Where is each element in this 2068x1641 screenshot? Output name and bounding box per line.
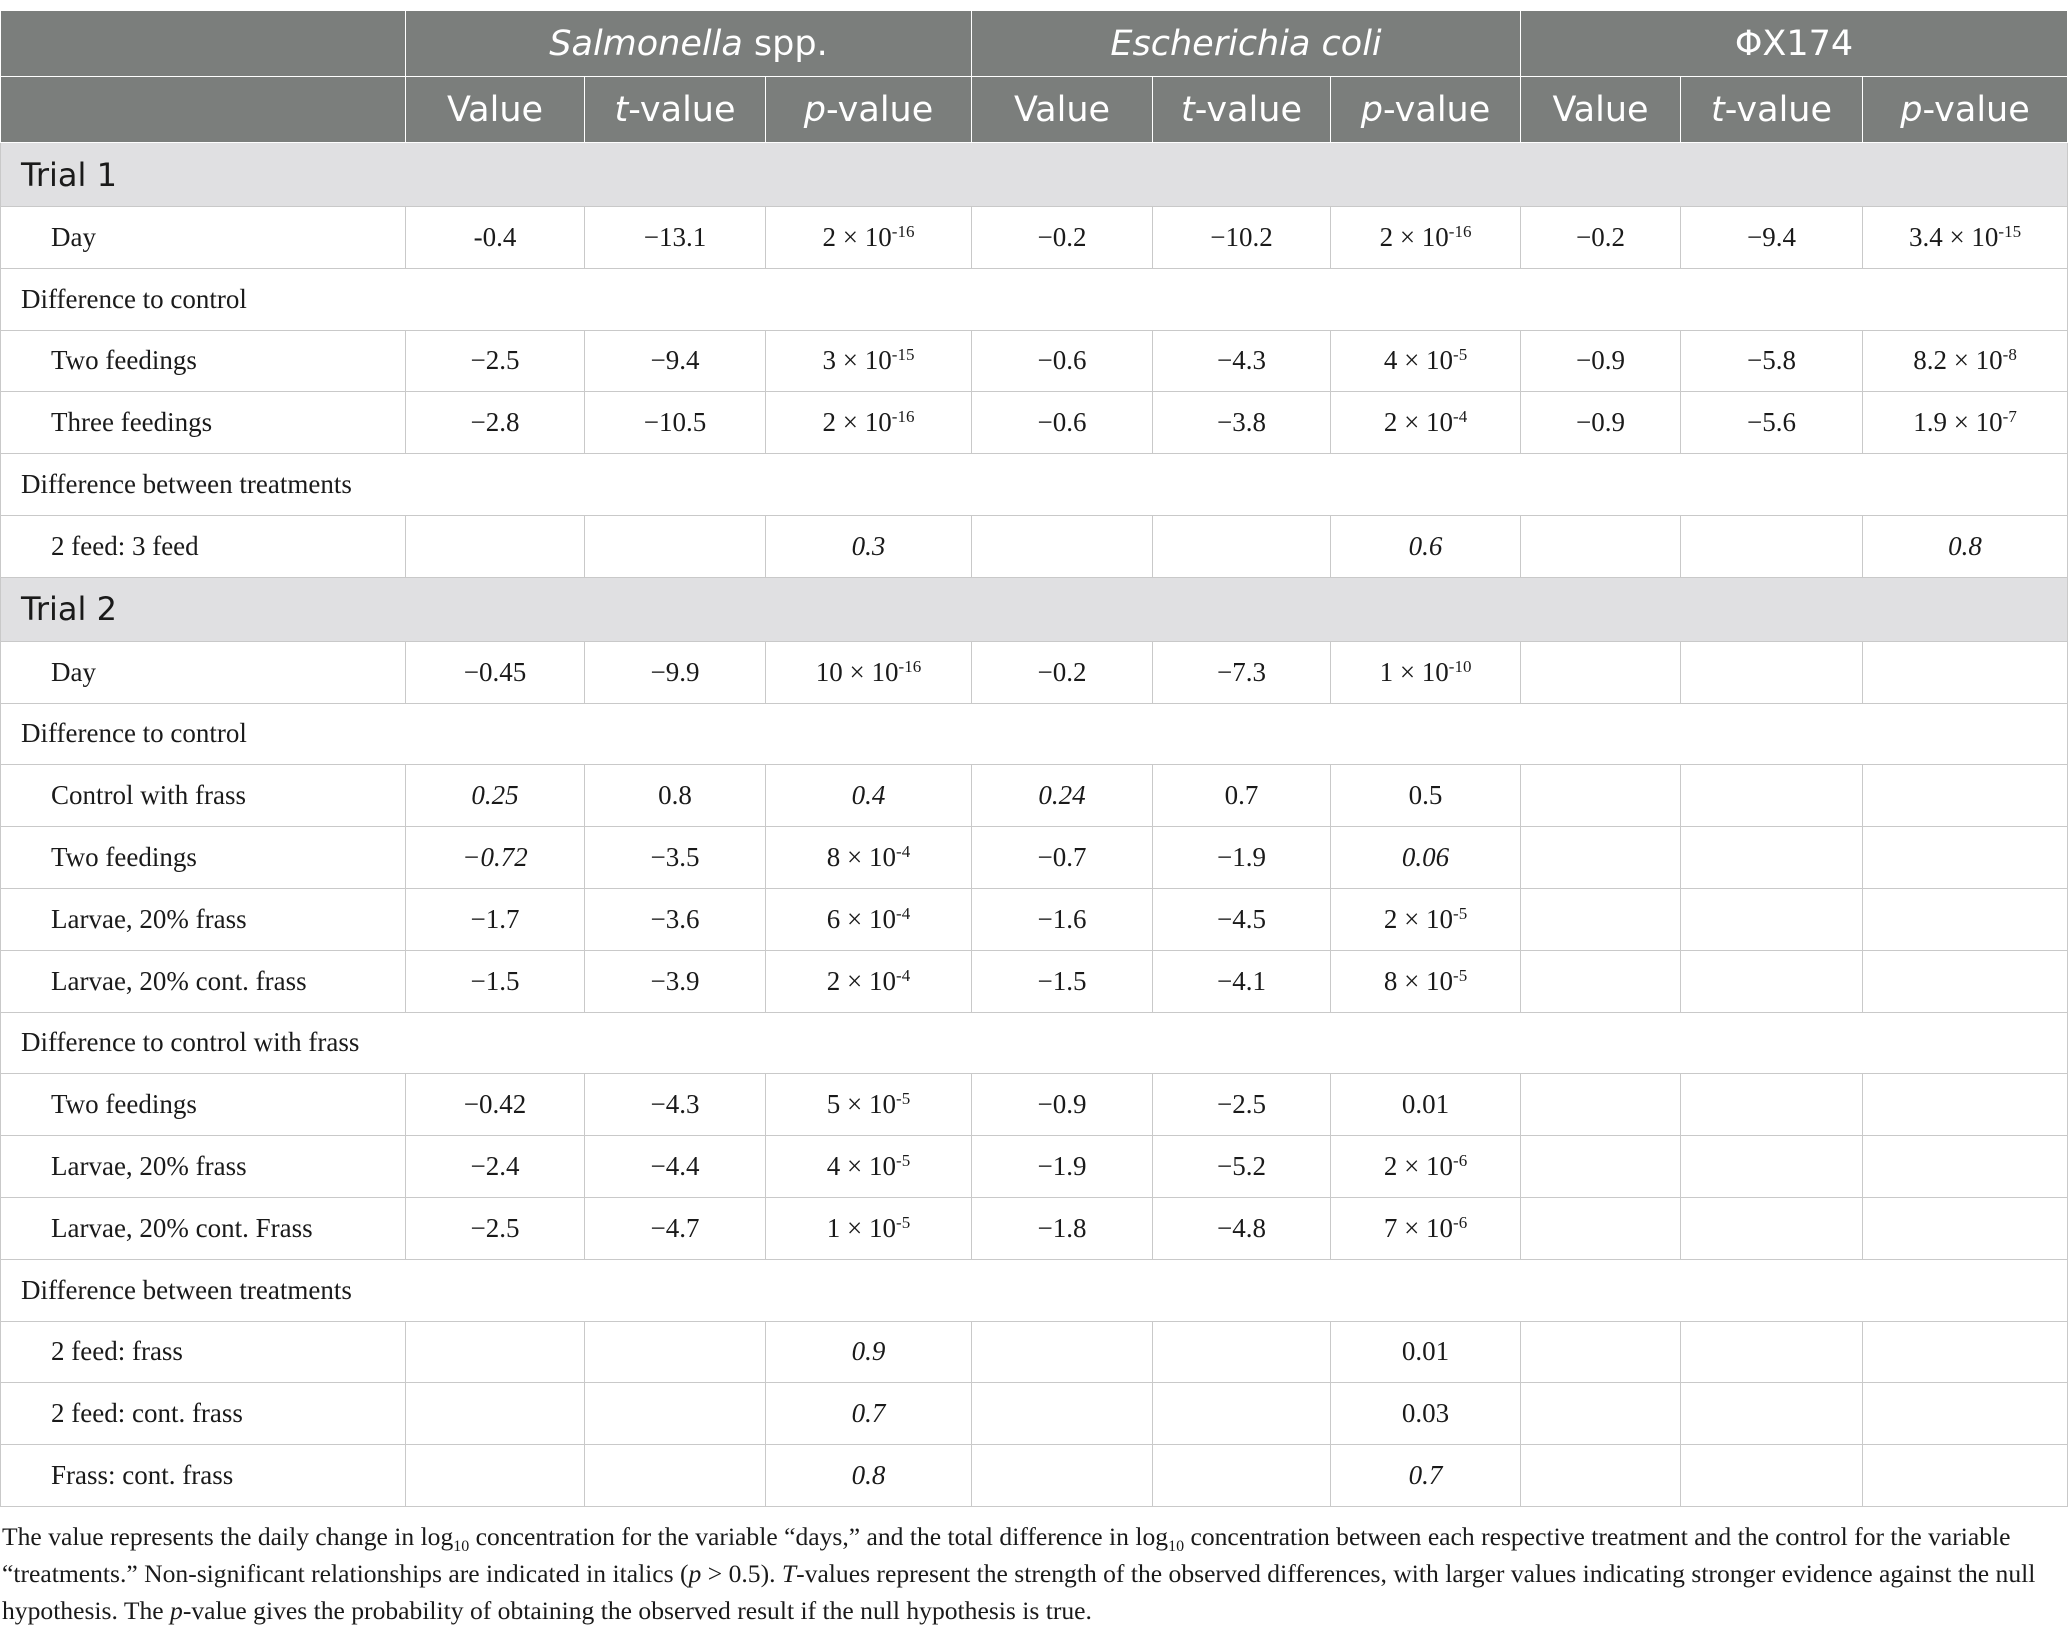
col-p-value: p-value	[766, 77, 972, 143]
section-row: Difference between treatments	[1, 454, 2068, 516]
table-row: 2 feed: 3 feed 0.3 0.6 0.8	[1, 515, 2068, 577]
section-row: Difference to control	[1, 268, 2068, 330]
col-value: Value	[406, 77, 585, 143]
table-row: Two feedings −2.5 −9.4 $3 \times 10^{-15}$ −0.6 −4.3 $4 \times 10^{-5}$ −0.9 −5.8 $8.2 \times 10^{-8}$	[1, 330, 2068, 392]
header-empty	[1, 11, 406, 77]
col-p-value: p-value	[1331, 77, 1521, 143]
header-row-stats	[1, 77, 2068, 143]
results-table-container	[0, 10, 2067, 1507]
section-row: Difference to control	[1, 703, 2068, 765]
table-row: Frass: cont. frass 0.8 0.7	[1, 1445, 2068, 1507]
col-p-value: p-value	[1863, 77, 2068, 143]
header-phix174: ΦX174	[1521, 11, 2068, 77]
table-row: Larvae, 20% cont. frass −1.5 −3.9 $2 \times 10^{-4}$ −1.5 −4.1 $8 \times 10^{-5}$	[1, 950, 2068, 1012]
trial-2-header: Trial 2	[1, 577, 2068, 641]
table-row: Day −0.45 −9.9 $10 \times 10^{-16}$ −0.2 −7.3 $1 \times 10^{-10}$	[1, 641, 2068, 703]
col-t-value: t-value	[1153, 77, 1331, 143]
table-row: 2 feed: frass 0.9 0.01	[1, 1321, 2068, 1383]
header-salmonella: Salmonella spp.	[406, 11, 972, 77]
table-row: Larvae, 20% frass −1.7 −3.6 $6 \times 10^{-4}$ −1.6 −4.5 $2 \times 10^{-5}$	[1, 888, 2068, 950]
col-t-value: t-value	[585, 77, 766, 143]
table-row: Larvae, 20% frass −2.4 −4.4 $4 \times 10^{-5}$ −1.9 −5.2 $2 \times 10^{-6}$	[1, 1136, 2068, 1198]
table-row: 2 feed: cont. frass 0.7 0.03	[1, 1383, 2068, 1445]
table-row: Two feedings −0.72 −3.5 $8 \times 10^{-4}$ −0.7 −1.9 0.06	[1, 827, 2068, 889]
trial-1-header: Trial 1	[1, 143, 2068, 207]
table-row: Two feedings −0.42 −4.3 $5 \times 10^{-5}$ −0.9 −2.5 0.01	[1, 1074, 2068, 1136]
col-value: Value	[972, 77, 1153, 143]
results-table	[0, 10, 2068, 1507]
table-row: Larvae, 20% cont. Frass −2.5 −4.7 $1 \times 10^{-5}$ −1.8 −4.8 $7 \times 10^{-6}$	[1, 1197, 2068, 1259]
section-row: Difference between treatments	[1, 1259, 2068, 1321]
table-row: Three feedings −2.8 −10.5 $2 \times 10^{-16}$ −0.6 −3.8 $2 \times 10^{-4}$ −0.9 −5.6 $1.9 \times 10^{-7}$	[1, 392, 2068, 454]
section-row: Difference to control with frass	[1, 1012, 2068, 1074]
col-value: Value	[1521, 77, 1681, 143]
header-row-organisms	[1, 11, 2068, 77]
table-footnote: The value represents the daily change in $\log_{10}$ concentration for the variable “days,” and the total difference in $\log_{10}$ concentration between each respective treatment and the control for the variable “treatments.” Non-significant relationships are indicated in italics (p > 0.5). T-values represent the strength of the observed differences, with larger values indicating stronger evidence against the null hypothesis. The p-value gives the probability of obtaining the observed result if the null hypothesis is true.	[2, 1522, 2036, 1625]
table-row: Control with frass 0.25 0.8 0.4 0.24 0.7 0.5	[1, 765, 2068, 827]
header-ecoli: Escherichia coli	[972, 11, 1521, 77]
header-empty	[1, 77, 406, 143]
table-row: Day -0.4 −13.1 $2 \times 10^{-16}$ −0.2 −10.2 $2 \times 10^{-16}$ −0.2 −9.4 $3.4 \times 10^{-15}$	[1, 207, 2068, 269]
col-t-value: t-value	[1681, 77, 1863, 143]
